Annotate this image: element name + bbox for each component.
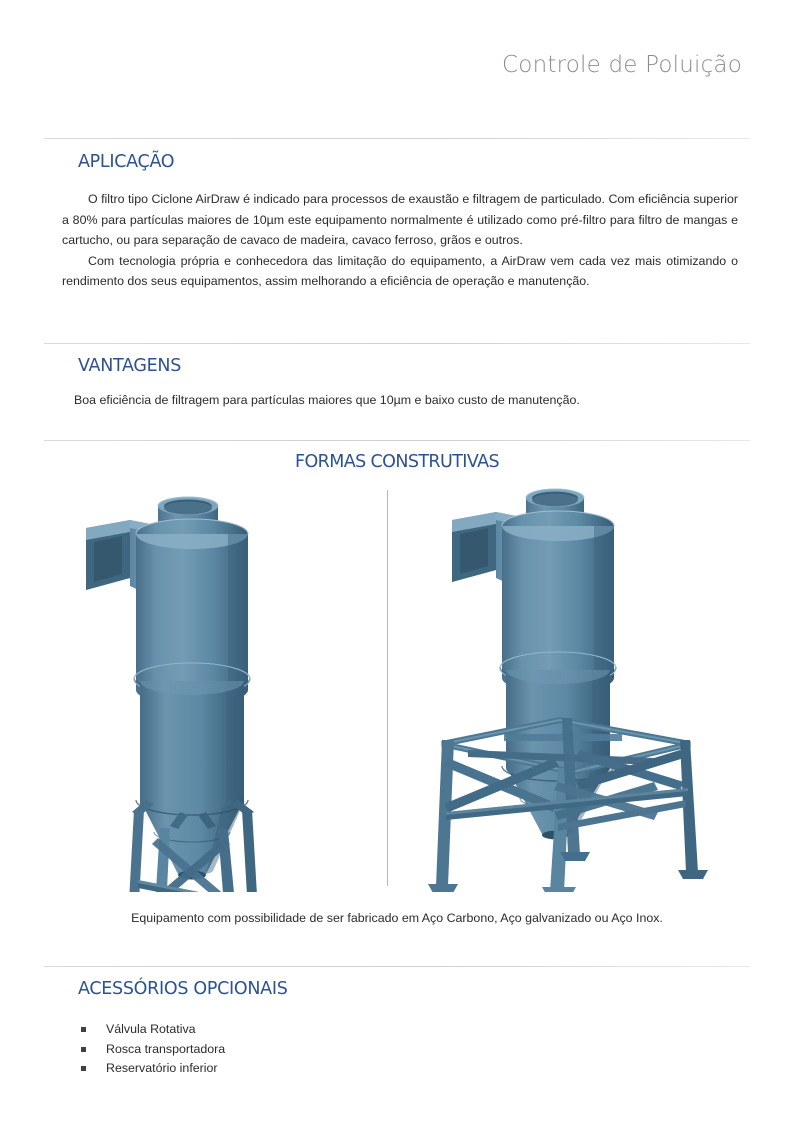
support-structure [428, 718, 708, 892]
cyclone-assembly-left [86, 497, 270, 892]
list-item-label: Rosca transportadora [106, 1041, 226, 1056]
accessory-list [78, 1020, 225, 1079]
section-divider-vantagens [44, 343, 750, 344]
ciclone-suporte-alto-icon [408, 482, 738, 892]
square-bullet-icon [81, 1027, 86, 1032]
aplicacao-paragraph-1: O filtro tipo Ciclone AirDraw é indicado para processos de exaustão e filtragem de particulado. Com eficiência superior a 80% para partículas maiores de 10µm este equipamento normalmente é utilizado como pré-filtro para filtro de mangas e cartucho, ou para separação de cavaco de madeira, cavaco ferroso, grãos e outros. [62, 192, 738, 247]
section-heading-vantagens: VANTAGENS [78, 356, 182, 376]
section-heading-formas-construtivas: FORMAS CONSTRUTIVAS [295, 452, 499, 472]
section-heading-aplicacao: APLICAÇÃO [78, 152, 175, 172]
cyclone-body [500, 511, 616, 693]
list-item [78, 1040, 225, 1060]
figure-ciclone-suporte-alto [408, 482, 738, 892]
vantagens-body [74, 390, 734, 411]
aplicacao-paragraph-2: Com tecnologia própria e conhecedora das limitação do equipamento, a AirDraw vem cada vez mais otimizando o rendimento dos seus equipamentos, assim melhorando a eficiência de operação e manutenção. [62, 253, 738, 288]
lower-cylinder [140, 681, 244, 818]
square-bullet-icon [81, 1047, 86, 1052]
cyclone-assembly-right [428, 489, 708, 892]
figure-divider [387, 490, 388, 886]
figure-ciclone-suporte-baixo [50, 482, 380, 892]
cyclone-body [134, 519, 250, 705]
figures-container [44, 482, 750, 892]
section-divider-acessorios [44, 966, 750, 967]
page-header [502, 52, 742, 78]
section-divider-formas [44, 440, 750, 441]
page-title: Controle de Poluição [502, 52, 742, 78]
ciclone-suporte-baixo-icon [50, 482, 380, 892]
formas-construtivas-caption: Equipamento com possibilidade de ser fabricado em Aço Carbono, Aço galvanizado ou Aço Inox. [131, 911, 663, 925]
square-bullet-icon [81, 1066, 86, 1071]
list-item-label: Válvula Rotativa [106, 1022, 196, 1036]
list-item [78, 1059, 225, 1079]
list-item-label: Reservatório inferior [106, 1061, 218, 1075]
section-divider-top [44, 138, 750, 139]
list-item [78, 1020, 225, 1040]
section-heading-acessorios: ACESSÓRIOS OPCIONAIS [78, 979, 288, 999]
formas-construtivas-caption-wrap [0, 908, 794, 929]
aplicacao-body [62, 189, 738, 292]
vantagens-text: Boa eficiência de filtragem para partículas maiores que 10µm e baixo custo de manutenção. [74, 393, 580, 407]
